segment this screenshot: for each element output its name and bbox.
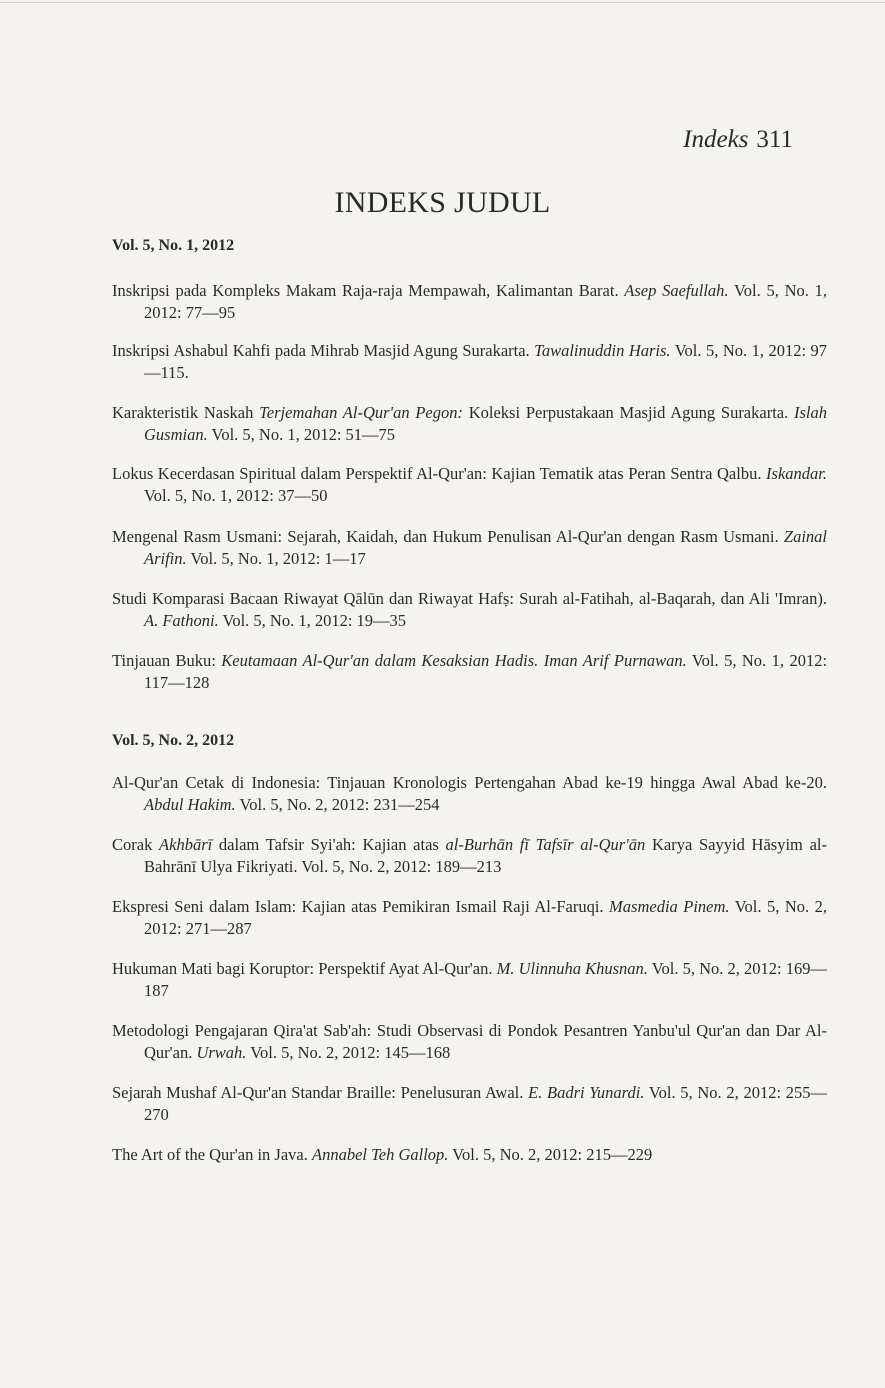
index-entry: Karakteristik Naskah Terjemahan Al-Qur'an Pegon: Koleksi Perpustakaan Masjid Agung Surakarta. Islah Gusmian. Vol. 5, No. 1, 2012: 51—75 [112,403,827,444]
index-entry: Hukuman Mati bagi Koruptor: Perspektif Ayat Al-Qur'an. M. Ulinnuha Khusnan. Vol. 5, No. 2, 2012: 169—187 [112,959,828,1000]
running-title: Indeks [683,126,749,153]
index-entry: Inskripsi pada Kompleks Makam Raja-raja Mempawah, Kalimantan Barat. Asep Saefullah. Vol. 5, No. 1, 2012: 77—95 [112,281,827,322]
index-entry: Studi Komparasi Bacaan Riwayat Qālūn dan Riwayat Hafṣ: Surah al-Fatihah, al-Baqarah, dan Ali 'Imran). A. Fathoni. Vol. 5, No. 1, 2012: 19—35 [112,589,827,630]
index-entry: Inskripsi Ashabul Kahfi pada Mihrab Masjid Agung Surakarta. Tawalinuddin Haris. Vol. 5, No. 1, 2012: 97—115. [112,341,828,382]
index-entry: Corak Akhbārī dalam Tafsir Syi'ah: Kajian atas al-Burhān fī Tafsīr al-Qur'ān Karya Sayyid Hāsyim al-Bahrānī Ulya Fikriyati. Vol. 5, No. 2, 2012: 189—213 [112,835,827,876]
top-rule [0,2,885,3]
index-entry: Lokus Kecerdasan Spiritual dalam Perspektif Al-Qur'an: Kajian Tematik atas Peran Sentra Qalbu. Iskandar. Vol. 5, No. 1, 2012: 37—50 [112,464,827,505]
section-heading: Vol. 5, No. 2, 2012 [112,732,235,749]
index-entry: Tinjauan Buku: Keutamaan Al-Qur'an dalam Kesaksian Hadis. Iman Arif Purnawan. Vol. 5, No. 1, 2012: 117—128 [112,651,828,692]
index-entry: Al-Qur'an Cetak di Indonesia: Tinjauan Kronologis Pertengahan Abad ke-19 hingga Awal Abad ke-20. Abdul Hakim. Vol. 5, No. 2, 2012: 231—254 [112,773,827,814]
index-entry: Sejarah Mushaf Al-Qur'an Standar Braille: Penelusuran Awal. E. Badri Yunardi. Vol. 5, No. 2, 2012: 255—270 [112,1083,827,1124]
page-number: 311 [756,126,793,153]
page-title: INDEKS JUDUL [334,186,551,219]
running-head [683,126,793,154]
section-heading: Vol. 5, No. 1, 2012 [112,237,235,254]
index-entry: Metodologi Pengajaran Qira'at Sab'ah: Studi Observasi di Pondok Pesantren Yanbu'ul Qur'an dan Dar Al-Qur'an. Urwah. Vol. 5, No. 2, 2012: 145—168 [112,1021,827,1062]
index-entry: Ekspresi Seni dalam Islam: Kajian atas Pemikiran Ismail Raji Al-Faruqi. Masmedia Pinem. Vol. 5, No. 2, 2012: 271—287 [112,897,827,938]
index-entry: The Art of the Qur'an in Java. Annabel Teh Gallop. Vol. 5, No. 2, 2012: 215—229 [112,1145,653,1164]
index-entry: Mengenal Rasm Usmani: Sejarah, Kaidah, dan Hukum Penulisan Al-Qur'an dengan Rasm Usmani. Zainal Arifin. Vol. 5, No. 1, 2012: 1—17 [112,527,827,568]
